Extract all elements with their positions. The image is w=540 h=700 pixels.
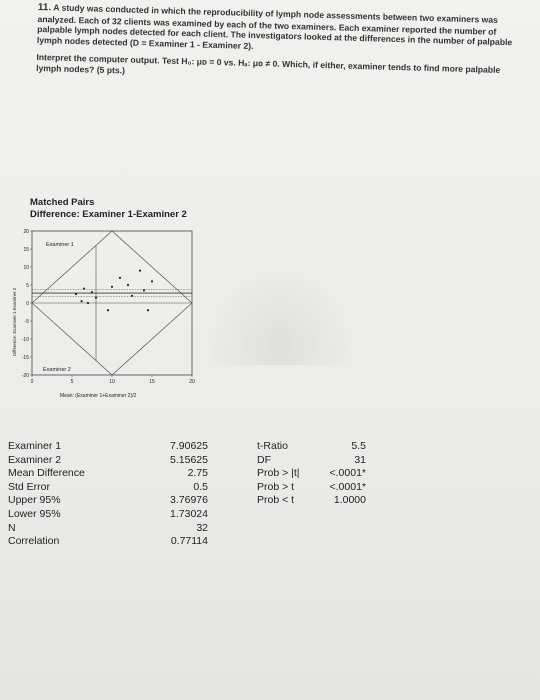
stat-label: Upper 95% xyxy=(8,494,61,507)
data-point xyxy=(143,289,145,291)
data-point xyxy=(139,270,141,272)
report-subtitle: Difference: Examiner 1-Examiner 2 xyxy=(30,209,187,220)
data-point xyxy=(147,309,149,311)
x-tick-label: 0 xyxy=(30,379,34,385)
annotation-examiner-1: Examiner 1 xyxy=(46,242,74,248)
y-tick-label: -20 xyxy=(21,372,29,379)
y-axis-label: Difference: Examiner 1-Examiner 2 xyxy=(12,287,17,356)
stat-label: Lower 95% xyxy=(8,507,61,520)
data-point xyxy=(107,309,109,311)
plot-points xyxy=(75,270,153,312)
plot-y-ticks xyxy=(22,229,32,379)
data-point xyxy=(87,302,89,304)
plot-guides xyxy=(32,231,192,375)
faint-background-curve xyxy=(200,255,360,365)
question-number: 11. xyxy=(37,2,52,14)
y-tick-label: 5 xyxy=(26,282,29,289)
question-block xyxy=(36,2,518,93)
y-tick-label: -5 xyxy=(24,318,29,325)
test-label: Prob > |t| xyxy=(257,467,300,480)
x-tick-label: 15 xyxy=(149,379,155,385)
test-value: 5.5 xyxy=(351,440,366,452)
y-tick-label: -10 xyxy=(21,336,29,343)
data-point xyxy=(119,277,121,279)
statistics-table xyxy=(0,440,540,570)
stat-value: 7.90625 xyxy=(170,440,208,452)
y-tick-label: 15 xyxy=(23,246,29,253)
stat-label-column xyxy=(8,440,85,549)
plot-x-ticks xyxy=(31,375,195,385)
test-label: t-Ratio xyxy=(257,440,288,452)
x-tick-label: 10 xyxy=(109,379,115,385)
data-point xyxy=(81,300,83,302)
test-value: 1.0000 xyxy=(333,494,366,507)
data-point xyxy=(75,293,77,295)
test-value: <.0001* xyxy=(329,467,366,480)
stat-value: 3.76976 xyxy=(170,494,208,507)
stat-label: Correlation xyxy=(8,535,60,548)
y-tick-label: 10 xyxy=(23,264,29,271)
data-point xyxy=(95,297,97,299)
stat-label: N xyxy=(8,521,16,534)
stat-value: 0.5 xyxy=(193,480,208,493)
x-tick-label: 5 xyxy=(70,379,74,385)
y-tick-label: 0 xyxy=(26,300,29,307)
test-value-column xyxy=(318,440,366,508)
data-point xyxy=(127,284,129,286)
matched-pairs-plot xyxy=(10,226,210,411)
data-point xyxy=(131,295,133,297)
stat-value: 2.75 xyxy=(187,467,208,480)
stat-label: Mean Difference xyxy=(8,467,85,480)
data-point xyxy=(111,286,113,288)
stat-value-column xyxy=(150,440,208,549)
data-point xyxy=(83,288,85,290)
report-title: Matched Pairs xyxy=(30,197,95,208)
jmp-report-header xyxy=(30,197,187,221)
y-tick-label: -15 xyxy=(21,354,29,361)
stat-value: 0.77114 xyxy=(170,535,208,548)
test-value: <.0001* xyxy=(329,480,366,493)
test-value: 31 xyxy=(354,453,366,466)
test-label-column xyxy=(257,440,300,508)
x-tick-label: 20 xyxy=(189,379,195,385)
stat-label: Examiner 1 xyxy=(8,440,62,452)
stat-value: 5.15625 xyxy=(170,453,208,466)
annotation-examiner-2: Examiner 2 xyxy=(43,367,71,373)
x-axis-label: Mean: (Examiner 1+Examiner 2)/2 xyxy=(60,393,137,399)
stat-value: 1.73024 xyxy=(170,507,208,520)
stat-value: 32 xyxy=(196,521,208,534)
data-point xyxy=(151,280,153,282)
data-point xyxy=(91,291,93,293)
test-label: DF xyxy=(257,453,271,466)
question-prompt: Interpret the computer output. Test H₀: μᴅ = 0 vs. Hₐ: μᴅ ≠ 0. Which, if either, examiner tends to find more palpable lymph nodes? (5 pts.) xyxy=(36,51,501,75)
test-label: Prob < t xyxy=(257,494,295,507)
test-label: Prob > t xyxy=(257,480,295,493)
stat-label: Examiner 2 xyxy=(8,453,62,466)
stat-label: Std Error xyxy=(8,480,51,493)
y-tick-label: 20 xyxy=(23,228,29,235)
question-text: A study was conducted in which the reproducibility of lymph node assessments between two examiners was analyzed. Each of 32 clients was examined by each of the two examiners. Each examiner reported the number of palpable lymph nodes detected for each client. The investigators looked at the differences in the number of palpable lymph nodes detected (D = Examiner 1 - Examiner 2). xyxy=(36,2,513,51)
